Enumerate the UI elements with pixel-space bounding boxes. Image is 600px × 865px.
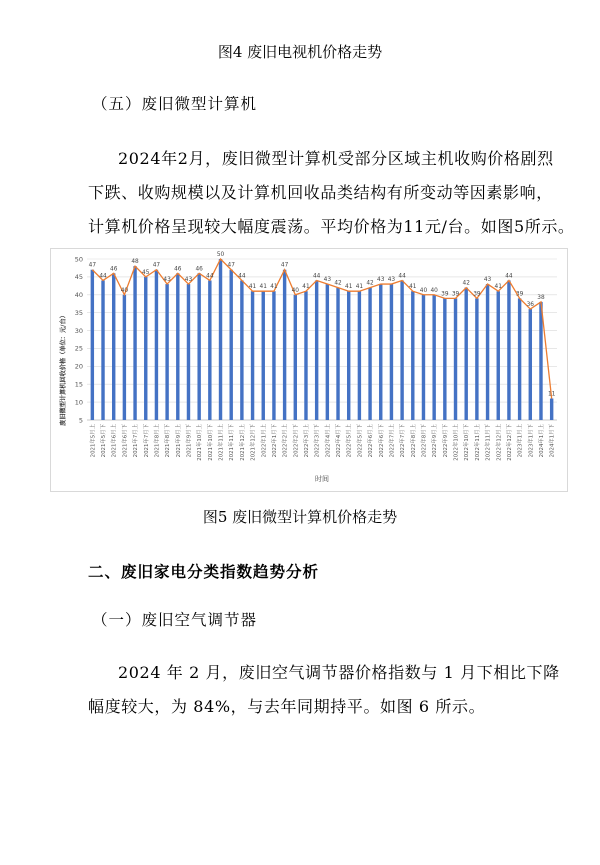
data-label: 44 (99, 273, 107, 280)
bar (155, 270, 158, 420)
bar (507, 280, 510, 420)
bar (251, 291, 254, 420)
x-tick-label: 2021年7月上 (133, 424, 140, 458)
figure-4-caption: 图4 废旧电视机价格走势 (217, 43, 383, 61)
data-label: 41 (270, 284, 278, 291)
bar (358, 291, 361, 420)
bar (390, 284, 393, 420)
data-label: 41 (248, 284, 257, 291)
x-tick-label: 2021年10月下 (207, 424, 214, 461)
data-label: 43 (163, 277, 171, 284)
bar (400, 280, 403, 420)
x-tick-label: 2022年9月下 (442, 424, 449, 458)
data-label: 39 (451, 291, 460, 298)
y-tick-label: 5 (78, 416, 83, 425)
bar (539, 302, 542, 420)
x-tick-label: 2022年3月下 (314, 424, 321, 458)
x-tick-label: 2021年9月下 (186, 424, 193, 458)
y-tick-label: 25 (74, 344, 83, 353)
x-tick-label: 2022年6月上 (368, 424, 375, 458)
x-tick-label: 2021年12月下 (250, 424, 257, 461)
y-tick-label: 35 (74, 308, 83, 317)
bar (133, 266, 136, 420)
x-tick-label: 2022年1月上 (261, 424, 268, 458)
price-chart-svg (51, 249, 567, 491)
bar (518, 298, 521, 420)
x-tick-label: 2022年6月下 (378, 424, 385, 458)
x-tick-label: 2022年11月上 (474, 424, 481, 461)
paragraph2-line-2: 幅度较大，为 84%，与去年同期持平。如图 6 所示。 (88, 697, 486, 716)
bar (91, 270, 94, 420)
bar (123, 295, 126, 420)
bar (197, 273, 200, 420)
x-tick-label: 2022年2月下 (293, 424, 300, 458)
data-label: 47 (280, 262, 289, 269)
data-label: 47 (88, 262, 97, 269)
x-tick-label: 2022年10月上 (453, 424, 460, 461)
section-heading-air-conditioner: （一）废旧空气调节器 (92, 611, 258, 629)
data-label: 41 (302, 284, 310, 291)
paragraph2-line-1: 2024 年 2 月，废旧空气调节器价格指数与 1 月下相比下降 (118, 663, 560, 682)
y-axis-label: 废旧微型计算机回收价格（单位：元/台） (60, 312, 67, 426)
bar (262, 291, 265, 420)
bar (101, 280, 104, 420)
data-label: 46 (174, 266, 182, 273)
trend-line (92, 259, 551, 399)
bar (283, 270, 286, 420)
data-label: 43 (323, 277, 332, 284)
data-label: 43 (483, 277, 492, 284)
x-tick-label: 2024年1月下 (549, 424, 556, 458)
bar (187, 284, 190, 420)
data-label: 42 (462, 280, 470, 287)
bar (336, 288, 339, 420)
paragraph-line-2: 下跌、收购规模以及计算机回收品类结构有所变动等因素影响， (88, 183, 553, 202)
x-tick-label: 2021年12月上 (239, 424, 246, 461)
bar (454, 298, 457, 420)
bar (497, 291, 500, 420)
data-label: 44 (238, 273, 246, 280)
bar (240, 280, 243, 420)
bar (550, 399, 553, 420)
bar (347, 291, 350, 420)
bar (229, 270, 232, 420)
x-tick-label: 2021年7月下 (143, 424, 150, 458)
data-label: 43 (377, 277, 385, 284)
x-tick-label: 2021年8月上 (154, 424, 161, 458)
x-tick-label: 2024年1月上 (538, 424, 545, 458)
x-axis-label: 时间 (315, 475, 329, 483)
x-tick-label: 2023年1月上 (517, 424, 524, 458)
x-tick-label: 2022年9月上 (432, 424, 439, 458)
price-chart (50, 248, 568, 492)
section-heading-microcomputer: （五）废旧微型计算机 (92, 95, 258, 113)
data-label: 39 (441, 291, 449, 298)
bar (379, 284, 382, 420)
x-tick-label: 2022年7月上 (389, 424, 396, 458)
paragraph-line-3: 计算机价格呈现较大幅度震荡。平均价格为11元/台。如图5所示。 (88, 217, 575, 236)
x-tick-label: 2022年5月上 (346, 424, 353, 458)
data-label: 39 (515, 291, 524, 298)
data-label: 38 (537, 294, 545, 301)
x-tick-label: 2021年8月下 (165, 424, 172, 458)
bar (411, 291, 414, 420)
x-tick-label: 2021年11月上 (218, 424, 225, 461)
data-label: 44 (206, 273, 214, 280)
data-label: 42 (366, 280, 374, 287)
data-label: 40 (419, 287, 428, 294)
bar (165, 284, 168, 420)
data-label: 41 (494, 284, 502, 291)
data-label: 41 (355, 284, 364, 291)
x-tick-label: 2022年3月上 (303, 424, 310, 458)
x-tick-label: 2023年1月下 (528, 424, 535, 458)
x-tick-label: 2022年12月下 (506, 424, 513, 461)
x-tick-label: 2022年8月下 (421, 424, 428, 458)
x-tick-label: 2022年11月下 (485, 424, 492, 461)
data-label: 36 (526, 302, 534, 309)
bar (144, 277, 147, 420)
bar (486, 284, 489, 420)
x-tick-label: 2022年10月下 (464, 424, 471, 461)
bar (368, 288, 371, 420)
x-tick-label: 2022年12月上 (496, 424, 503, 461)
bar (315, 280, 318, 420)
bar (432, 295, 435, 420)
data-label: 47 (227, 262, 235, 269)
bar (464, 288, 467, 420)
paragraph-line-1: 2024年2月，废旧微型计算机受部分区域主机收购价格剧烈 (118, 149, 554, 168)
data-label: 50 (216, 252, 225, 258)
data-label: 41 (409, 284, 417, 291)
y-tick-label: 10 (74, 398, 83, 407)
bar (443, 298, 446, 420)
y-tick-label: 30 (74, 326, 83, 335)
data-label: 47 (152, 262, 161, 269)
bar (529, 309, 532, 420)
data-label: 39 (473, 291, 481, 298)
y-tick-label: 40 (74, 291, 83, 300)
figure-5-caption: 图5 废旧微型计算机价格走势 (202, 508, 398, 526)
bar (219, 259, 222, 420)
bar (294, 295, 297, 420)
bar (112, 273, 115, 420)
x-tick-label: 2022年2月上 (282, 424, 289, 458)
x-tick-label: 2021年9月上 (175, 424, 182, 458)
bar (272, 291, 275, 420)
y-tick-label: 20 (74, 362, 83, 371)
data-label: 44 (505, 273, 513, 280)
x-tick-label: 2021年6月上 (111, 424, 118, 458)
data-label: 46 (195, 266, 203, 273)
data-label: 40 (291, 287, 299, 294)
x-tick-label: 2021年6月下 (122, 424, 129, 458)
data-label: 40 (120, 287, 129, 294)
x-tick-label: 2022年8月上 (410, 424, 417, 458)
data-label: 41 (259, 284, 267, 291)
data-label: 43 (184, 277, 193, 284)
y-tick-label: 15 (74, 380, 83, 389)
section-2-heading: 二、废旧家电分类指数趋势分析 (88, 563, 320, 581)
x-tick-label: 2022年1月下 (271, 424, 278, 458)
data-label: 44 (398, 273, 406, 280)
y-tick-label: 45 (74, 273, 83, 282)
data-label: 40 (430, 287, 438, 294)
bar (208, 280, 211, 420)
data-label: 45 (142, 269, 150, 276)
x-tick-label: 2022年7月下 (400, 424, 407, 458)
bar (475, 298, 478, 420)
x-tick-label: 2021年5月下 (101, 424, 108, 458)
data-label: 41 (345, 284, 353, 291)
bar (304, 291, 307, 420)
data-label: 42 (334, 280, 342, 287)
x-tick-label: 2022年4月上 (325, 424, 332, 458)
bar (176, 273, 179, 420)
data-label: 46 (110, 266, 118, 273)
x-tick-label: 2021年10月上 (197, 424, 204, 461)
y-tick-label: 50 (74, 255, 83, 264)
x-tick-label: 2022年5月下 (357, 424, 364, 458)
x-tick-label: 2022年4月下 (336, 424, 343, 458)
x-tick-label: 2021年5月上 (90, 424, 97, 458)
data-label: 44 (312, 273, 321, 280)
data-label: 11 (547, 391, 556, 398)
data-label: 43 (387, 277, 396, 284)
bar (326, 284, 329, 420)
bar (422, 295, 425, 420)
data-label: 48 (131, 259, 139, 266)
x-tick-label: 2021年11月下 (229, 424, 236, 461)
